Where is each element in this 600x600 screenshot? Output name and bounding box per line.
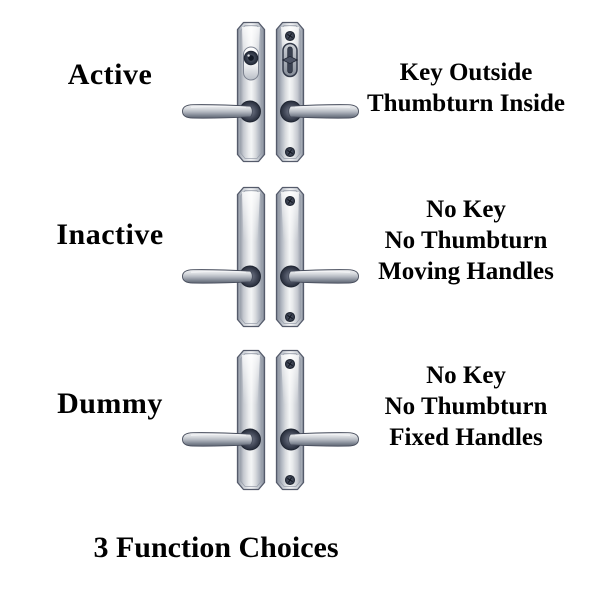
description-line: No Key xyxy=(426,362,506,389)
description-line: Fixed Handles xyxy=(389,424,543,451)
description-line: No Thumbturn xyxy=(384,393,548,420)
outside-handle-plate xyxy=(183,351,265,490)
thumbturn-icon xyxy=(283,44,298,77)
page-title: 3 Function Choices xyxy=(93,531,339,564)
function-label: Dummy xyxy=(57,387,163,420)
screw-icon xyxy=(285,147,294,156)
description-line: No Thumbturn xyxy=(384,227,548,254)
screw-icon xyxy=(285,359,294,368)
outside-handle-plate xyxy=(183,23,265,162)
description-line: Moving Handles xyxy=(378,258,554,285)
function-description xyxy=(332,360,600,453)
screw-icon xyxy=(285,312,294,321)
description-line: Key Outside xyxy=(399,59,533,86)
handle-pair-illustration-active xyxy=(160,21,360,166)
description-line: Thumbturn Inside xyxy=(367,90,565,117)
function-description xyxy=(332,57,600,119)
key-cylinder-icon xyxy=(244,47,259,80)
handle-pair-illustration-dummy xyxy=(160,349,360,494)
description-line: No Key xyxy=(426,196,506,223)
function-description xyxy=(332,194,600,287)
screw-icon xyxy=(285,31,294,40)
function-label: Active xyxy=(67,58,153,91)
handle-pair-illustration-inactive xyxy=(160,186,360,331)
screw-icon xyxy=(285,196,294,205)
outside-handle-plate xyxy=(183,188,265,327)
screw-icon xyxy=(285,475,294,484)
function-label: Inactive xyxy=(56,218,164,251)
